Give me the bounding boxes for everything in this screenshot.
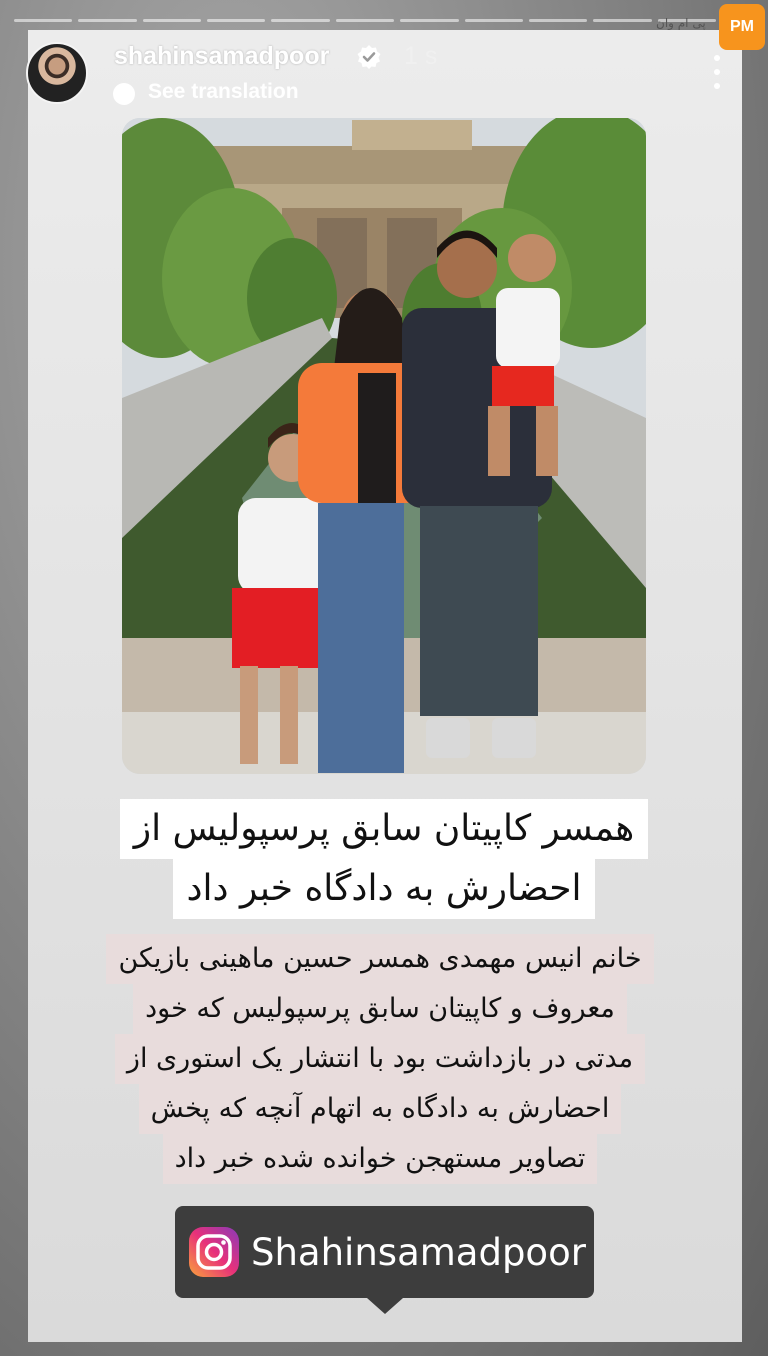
body-line: مدتی در بازداشت بود با انتشار یک استوری از [115,1034,645,1084]
story-progress-bar [14,19,716,23]
headline [96,799,672,919]
family-photo [122,118,646,774]
story-timestamp: 1 s [404,42,438,70]
story-body-text [48,934,712,1184]
body-line: تصاویر مستهجن خوانده شده خبر داد [163,1134,598,1184]
progress-segment [336,19,394,22]
progress-segment [207,19,265,22]
username[interactable]: shahinsamadpoor [114,42,330,70]
progress-segment [143,19,201,22]
site-logo [719,4,765,50]
progress-segment [465,19,523,22]
see-translation-link[interactable]: See translation [148,80,299,103]
progress-segment [78,19,136,22]
more-options-icon[interactable] [712,55,722,89]
instagram-icon [189,1227,239,1277]
progress-segment [593,19,651,22]
body-line: احضارش به دادگاه به اتهام آنچه که پخش [139,1084,622,1134]
profile-avatar[interactable] [26,42,88,104]
instagram-mention-tag[interactable] [175,1206,594,1298]
site-logo-text: PM [730,18,754,35]
translate-icon[interactable] [113,83,135,105]
progress-segment [271,19,329,22]
progress-segment [400,19,458,22]
progress-segment [14,19,72,22]
progress-segment [529,19,587,22]
mention-handle[interactable]: Shahinsamadpoor [251,1230,586,1274]
verified-badge-icon [356,44,382,70]
headline-line: احضارش به دادگاه خبر داد [173,859,596,919]
body-line: خانم انیس مهمدی همسر حسین ماهینی بازیکن [106,934,653,984]
body-line: معروف و کاپیتان سابق پرسپولیس که خود [133,984,627,1034]
headline-line: همسر کاپیتان سابق پرسپولیس از [120,799,649,859]
watermark-text: پی ام وان [656,16,706,30]
